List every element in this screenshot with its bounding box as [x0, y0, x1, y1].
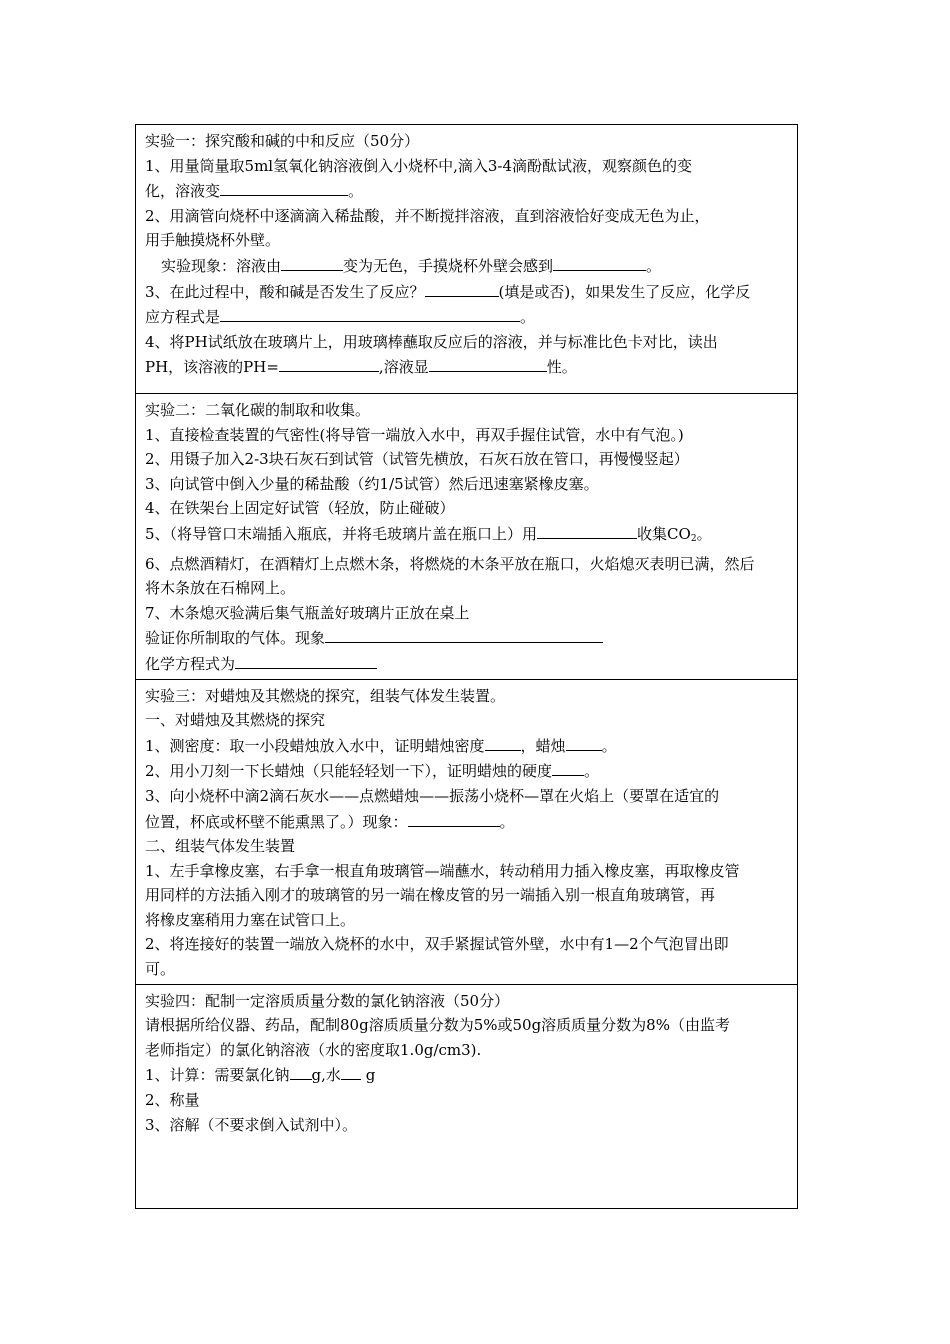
- experiment-4-step-1: [145, 1062, 790, 1088]
- experiment-1-step-1-line-a: 1、用量筒量取5ml氢氧化钠溶液倒入小烧杯中,滴入3-4滴酚酞试液，观察颜色的变: [145, 156, 693, 175]
- text: g: [365, 1066, 376, 1085]
- text: 5、（将导管口末端插入瓶底，并将毛玻璃片盖在瓶口上）用: [145, 524, 538, 543]
- experiment-1-step-3-line-b: [145, 304, 790, 330]
- experiment-3-candle-step-3-line-b: [145, 809, 790, 835]
- fill-blank: [429, 354, 547, 372]
- experiment-3-cell: [136, 679, 798, 984]
- experiment-1-cell: [136, 125, 798, 394]
- fill-blank: [325, 625, 603, 643]
- experiment-2-step-1: 1、直接检查装置的气密性(将导管一端放入水中，再双手握住试管，水中有气泡。): [145, 425, 684, 444]
- text: 位置，杯底或杯壁不能熏黑了。）现象：: [145, 812, 408, 831]
- experiment-2-step-7: 7、木条熄灭验满后集气瓶盖好玻璃片正放在桌上: [145, 603, 470, 622]
- text: 验证你所制取的气体。现象: [145, 629, 326, 648]
- experiment-2-step-6-line-b: 将木条放在石棉网上。: [145, 579, 296, 598]
- experiment-3-assembly-step-1-line-b: 用同样的方法插入刚才的玻璃管的另一端在橡皮管的另一端插入别一根直角玻璃管，再: [145, 886, 716, 905]
- experiment-2-title: 实验二：二氧化碳的制取和收集。: [145, 401, 371, 419]
- experiment-4-step-2: 2、称量: [145, 1091, 200, 1110]
- text: ，蜡烛: [520, 736, 566, 755]
- text: 。: [646, 256, 662, 275]
- experiment-4-instruction-line-b: 老师指定）的氯化钠溶液（水的密度取1.0g/cm3).: [145, 1040, 482, 1059]
- experiment-3-candle-step-3-line-a: 3、向小烧杯中滴2滴石灰水——点燃蜡烛——振荡小烧杯—罩在火焰上（要罩在适宜的: [145, 786, 720, 805]
- subscript: 2: [690, 533, 697, 544]
- experiment-3-assembly-step-2-line-b: 可。: [145, 960, 176, 979]
- text: 。: [584, 762, 600, 781]
- experiment-2-row: [136, 394, 798, 680]
- text: 收集CO: [637, 524, 691, 543]
- experiment-4-instruction-line-a: 请根据所给仪器、药品，配制80g溶质质量分数为5%或50g溶质质量分数为8%（由监考: [145, 1016, 730, 1035]
- text: g,水: [311, 1066, 341, 1085]
- experiment-1-title: 实验一：探究酸和碱的中和反应（50分）: [145, 132, 420, 150]
- fill-blank: [220, 178, 348, 196]
- fill-blank: [537, 521, 637, 539]
- text: (填是或否)，如果发生了反应，化学反: [498, 282, 751, 301]
- experiment-3-assembly-step-2-line-a: 2、将连接好的装置一端放入烧杯的水中，双手紧握试管外壁，水中有1—2个气泡冒出即: [145, 935, 729, 954]
- text: 化学方程式为: [145, 654, 236, 673]
- fill-blank: [552, 758, 584, 776]
- experiment-2-step-3: 3、向试管中倒入少量的稀盐酸（约1/5试管）然后迅速塞紧橡皮塞。: [145, 474, 599, 493]
- fill-blank: [279, 354, 379, 372]
- experiment-3-subheading-2: 二、组装气体发生装置: [145, 837, 296, 856]
- text: 。: [499, 812, 515, 831]
- experiment-2-step-6-line-a: 6、点燃酒精灯，在酒精灯上点燃木条，将燃烧的木条平放在瓶口，火焰熄灭表明已满，然后: [145, 554, 755, 573]
- fill-blank: [341, 1062, 361, 1080]
- text: 性。: [546, 358, 577, 377]
- experiment-3-candle-step-2: [145, 758, 790, 784]
- text: 3、在此过程中，酸和碱是否发生了反应？: [145, 282, 425, 301]
- fill-blank: [485, 733, 521, 751]
- text: 1、测密度：取一小段蜡烛放入水中，证明蜡烛密度: [145, 736, 485, 755]
- experiment-1-row: [136, 125, 798, 394]
- text: 实验现象：溶液由: [161, 256, 282, 275]
- experiment-3-candle-step-1: [145, 733, 790, 759]
- experiment-1-step-3-line-a: [145, 279, 790, 305]
- text: 化，溶液变: [145, 182, 221, 201]
- experiment-2-step-4: 4、在铁架台上固定好试管（轻放，防止碰破）: [145, 499, 455, 518]
- experiment-1-step-2-line-a: 2、用滴管向烧杯中逐滴滴入稀盐酸，并不断搅拌溶液，直到溶液恰好变成无色为止，: [145, 206, 710, 225]
- text: 。: [520, 308, 536, 327]
- experiment-2-verify-line: [145, 625, 790, 651]
- text: 。: [696, 524, 712, 543]
- experiment-1-phenomenon-line: [145, 253, 790, 279]
- experiment-3-row: [136, 679, 798, 984]
- experiment-2-equation-line: [145, 651, 790, 677]
- text: 2、用小刀刻一下长蜡烛（只能轻轻划一下），证明蜡烛的硬度: [145, 762, 553, 781]
- fill-blank: [281, 253, 343, 271]
- text: 应方程式是: [145, 308, 221, 327]
- fill-blank: [408, 809, 500, 827]
- experiment-3-assembly-step-1-line-c: 将橡皮塞稍用力塞在试管口上。: [145, 910, 356, 929]
- experiment-3-subheading-1: 一、对蜡烛及其燃烧的探究: [145, 711, 326, 730]
- fill-blank: [425, 279, 499, 297]
- experiment-4-step-3: 3、溶解（不要求倒入试剂中）。: [145, 1115, 358, 1134]
- fill-blank: [235, 651, 377, 669]
- text: ,溶液显: [378, 358, 429, 377]
- text: 变为无色，手摸烧杯外壁会感到: [343, 256, 554, 275]
- text: 。: [348, 182, 364, 201]
- fill-blank: [220, 304, 520, 322]
- experiment-1-step-1-line-b: [145, 178, 790, 204]
- fill-blank: [566, 733, 602, 751]
- text: 。: [601, 736, 617, 755]
- experiment-1-step-2-line-b: 用手触摸烧杯外壁。: [145, 231, 281, 250]
- experiment-4-title: 实验四：配制一定溶质质量分数的氯化钠溶液（50分）: [145, 991, 510, 1010]
- fill-blank: [290, 1062, 312, 1080]
- experiment-sheet-table: [135, 124, 798, 1209]
- experiment-4-row: [136, 984, 798, 1208]
- experiment-2-cell: [136, 394, 798, 680]
- experiment-3-assembly-step-1-line-a: 1、左手拿橡皮塞，右手拿一根直角玻璃管—端蘸水，转动稍用力插入橡皮塞，再取橡皮管: [145, 861, 740, 880]
- text: PH，该溶液的PH=: [145, 358, 279, 377]
- experiment-4-cell: [136, 984, 798, 1208]
- text: 1、计算：需要氯化钠: [145, 1066, 290, 1085]
- experiment-1-step-4-line-b: [145, 354, 790, 380]
- experiment-3-title: 实验三：对蜡烛及其燃烧的探究，组装气体发生装置。: [145, 686, 506, 705]
- experiment-2-step-2: 2、用镊子加入2-3块石灰石到试管（试管先横放，石灰石放在管口，再慢慢竖起）: [145, 450, 689, 469]
- experiment-2-step-5: [145, 521, 790, 552]
- experiment-1-step-4-line-a: 4、将PH试纸放在玻璃片上，用玻璃棒蘸取反应后的溶液，并与标准比色卡对比，读出: [145, 332, 718, 351]
- fill-blank: [553, 253, 646, 271]
